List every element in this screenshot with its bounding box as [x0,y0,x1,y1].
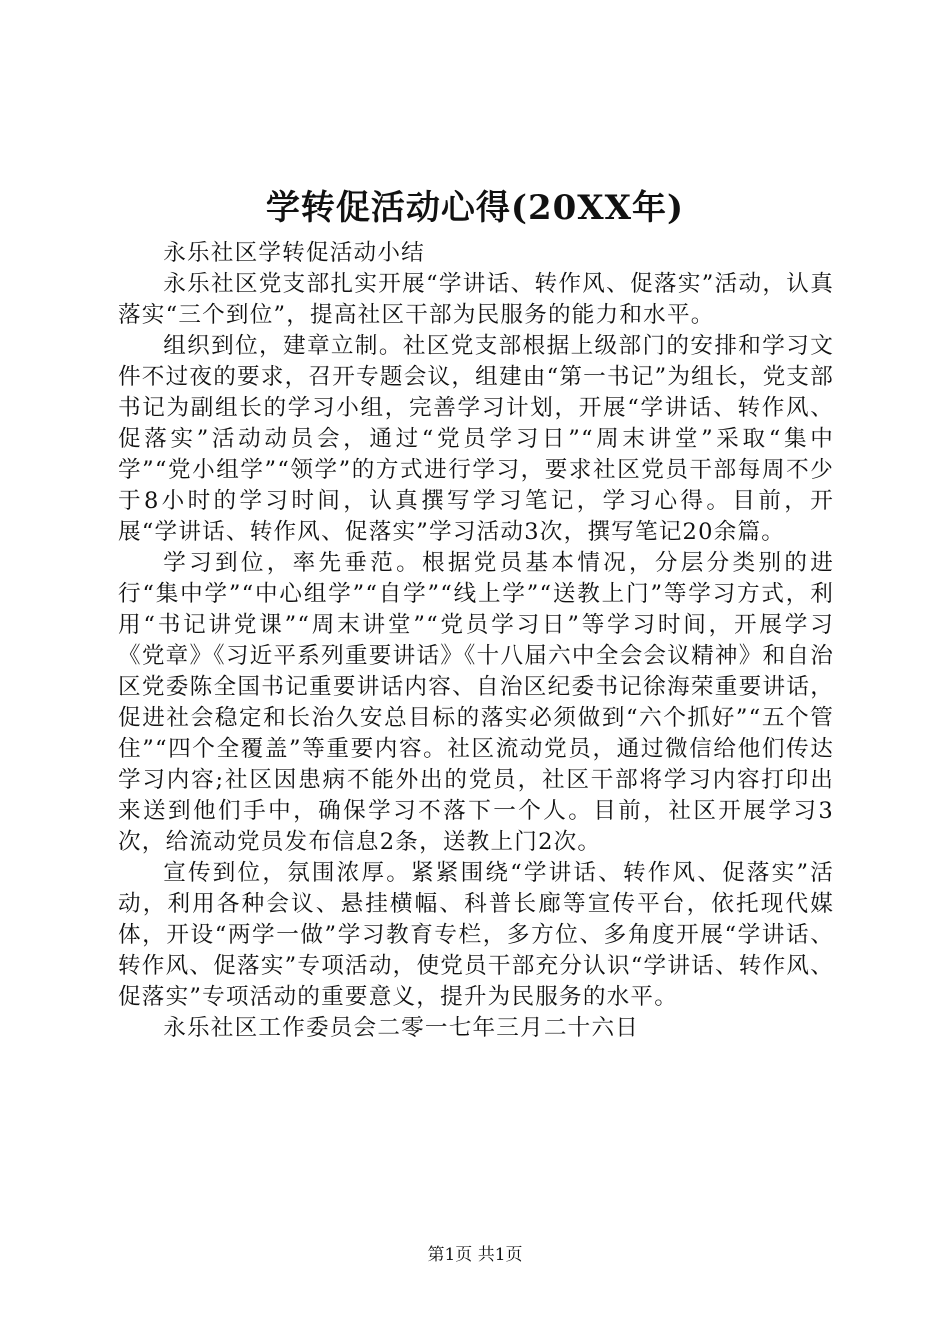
signature-paragraph: 永乐社区工作委员会二零一七年三月二十六日 [163,1015,640,1041]
document-title: 学转促活动心得(20XX年) [265,188,685,228]
document-body [118,238,834,1044]
subtitle-paragraph: 永乐社区学转促活动小结 [163,240,425,266]
intro-paragraph: 永乐社区党支部扎实开展“学讲话、转作风、促落实”活动，认真落实“三个到位”，提高社区干部为民服务的能力和水平。 [118,271,834,328]
page-number-footer: 第1页 共1页 [427,1245,523,1265]
organization-paragraph: 组织到位，建章立制。社区党支部根据上级部门的安排和学习文件不过夜的要求，召开专题会议，组建由“第一书记”为组长，党支部书记为副组长的学习小组，完善学习计划，开展“学讲话、转作风、促落实”活动动员会，通过“党员学习日”“周末讲堂”采取“集中学”“党小组学”“领学”的方式进行学习，要求社区党员干部每周不少于8小时的学习时间，认真撰写学习笔记，学习心得。目前，开展“学讲话、转作风、促落实”学习活动3次，撰写笔记20余篇。 [118,333,834,545]
study-paragraph: 学习到位，率先垂范。根据党员基本情况，分层分类别的进行“集中学”“中心组学”“自学”“线上学”“送教上门”等学习方式，利用“书记讲党课”“周末讲堂”“党员学习日”等学习时间，开展学习《党章》《习近平系列重要讲话》《十八届六中全会会议精神》和自治区党委陈全国书记重要讲话内容、自治区纪委书记徐海荣重要讲话，促进社会稳定和长治久安总目标的落实必须做到“六个抓好”“五个管住”“四个全覆盖”等重要内容。社区流动党员，通过微信给他们传达学习内容;社区因患病不能外出的党员，社区干部将学习内容打印出来送到他们手中，确保学习不落下一个人。目前，社区开展学习3次，给流动党员发布信息2条，送教上门2次。 [118,550,834,855]
publicity-paragraph: 宣传到位，氛围浓厚。紧紧围绕“学讲话、转作风、促落实”活动，利用各种会议、悬挂横幅、科普长廊等宣传平台，依托现代媒体，开设“两学一做”学习教育专栏，多方位、多角度开展“学讲话、转作风、促落实”专项活动，使党员干部充分认识“学讲话、转作风、促落实”专项活动的重要意义，提升为民服务的水平。 [118,860,834,1010]
